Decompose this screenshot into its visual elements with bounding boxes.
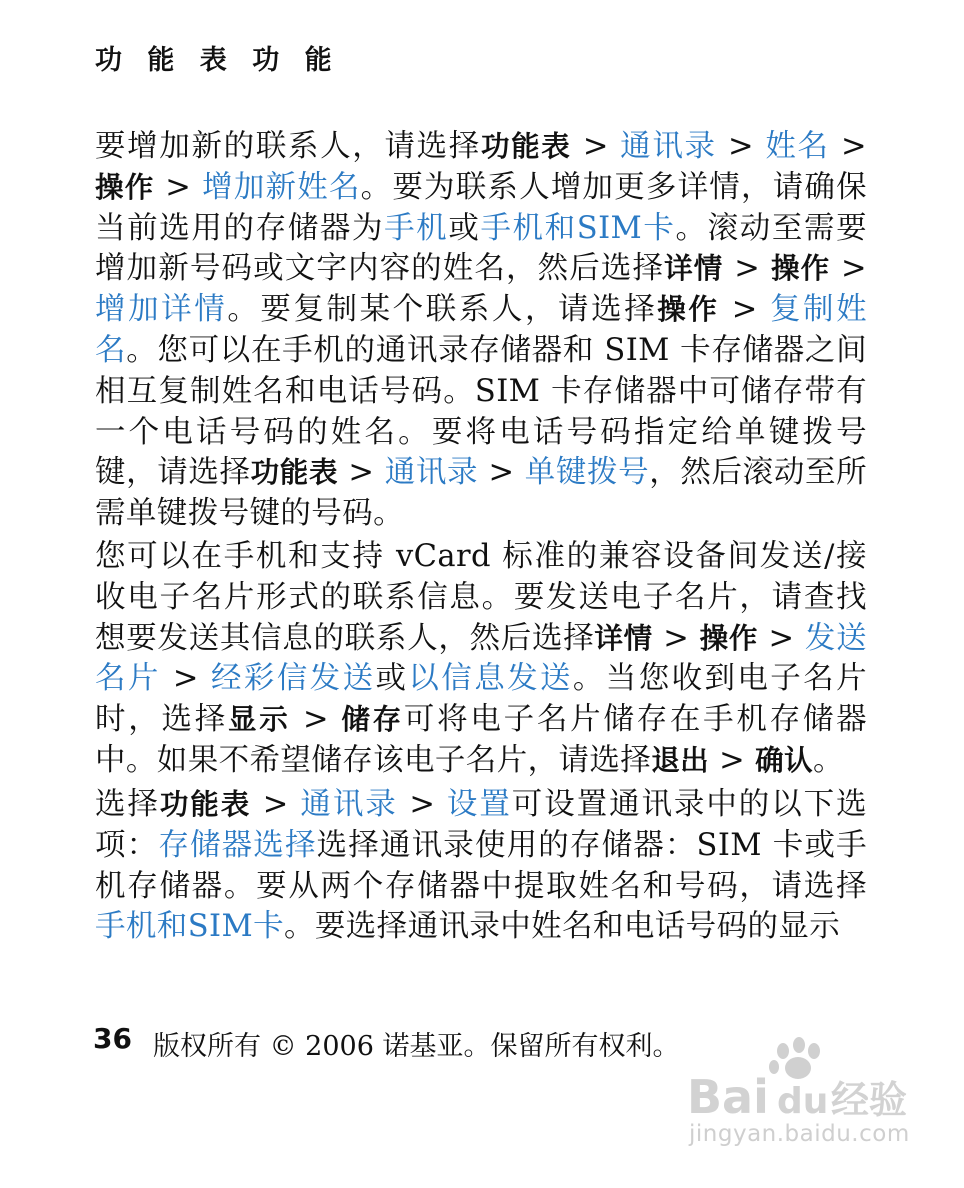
- body-text: 或: [375, 661, 409, 697]
- body-text: 要增加新的联系人，请选择: [95, 129, 481, 164]
- body-text: >: [397, 787, 447, 822]
- menu-term: 功能表: [159, 788, 252, 821]
- menu-term-link: 手机和SIM卡: [480, 210, 676, 246]
- menu-term: 储存: [341, 703, 404, 737]
- menu-term-link: 复制姓名: [95, 292, 868, 368]
- body-text: >: [154, 169, 203, 205]
- menu-term-link: 手机和SIM卡: [95, 909, 284, 945]
- menu-term: 操作: [95, 170, 155, 204]
- menu-term-link: 以信息发送: [408, 661, 573, 697]
- body-text: 。您可以在手机的通讯录存储器和 SIM 卡存储器之间相互复制姓名和电话号码。SIM 卡存储器中可储存带有一个电话号码的姓名。要将电话号码指定给单键拨号键，请选择: [95, 332, 868, 491]
- body-text: >: [160, 661, 211, 697]
- body-text: >: [652, 620, 700, 656]
- menu-term-link: 通讯录: [620, 129, 717, 164]
- menu-term: 操作: [699, 621, 759, 655]
- body-text: 您可以在手机和支持 vCard 标准的兼容设备间发送/接收电子名片形式的联系信息。要发送电子名片，请查找想要发送其信息的联系人，然后选择: [95, 539, 867, 656]
- menu-term: 显示: [228, 703, 291, 737]
- body-text: >: [830, 251, 867, 287]
- menu-term-link: 手机: [384, 210, 449, 246]
- menu-term-link: 通讯录: [384, 455, 479, 491]
- watermark-url: jingyan.baidu.com: [689, 1121, 910, 1147]
- menu-term: 功能表: [480, 130, 572, 163]
- body-text: >: [251, 787, 301, 822]
- body-text: >: [719, 292, 770, 328]
- menu-term-link: 存储器选择: [158, 827, 317, 863]
- body-text: 。滚动至需要增加新号码或文字内容的姓名，然后选择: [95, 210, 867, 287]
- baidu-logo: [683, 1035, 923, 1121]
- menu-term: 详情: [664, 252, 724, 286]
- body-text: 。要选择通讯录中姓名和电话号码的显示: [283, 909, 841, 945]
- body-text: 。: [812, 742, 844, 778]
- menu-term: 确认: [755, 743, 813, 777]
- body-text: 选择通讯录使用的存储器：SIM 卡或手机存储器。要从两个存储器中提取姓名和号码，请选择: [95, 827, 868, 904]
- menu-term-link: 单键拨号: [524, 455, 650, 491]
- menu-term-link: 通讯录: [300, 787, 398, 822]
- body-text: >: [478, 455, 525, 491]
- menu-term-link: 经彩信发送: [210, 661, 376, 697]
- svg-text:Bai: Bai: [687, 1070, 769, 1121]
- svg-text:经验: 经验: [831, 1078, 908, 1121]
- body-text: >: [829, 129, 867, 164]
- body-text: >: [723, 251, 771, 287]
- baidu-jingyan-watermark: [683, 1035, 923, 1155]
- menu-term: 功能表: [250, 456, 339, 490]
- body-text: >: [290, 702, 342, 738]
- page-number: 36: [93, 1022, 132, 1055]
- paragraph-add-contact: [95, 127, 867, 535]
- body-text: 。要复制某个联系人，请选择: [227, 292, 658, 328]
- menu-term-link: 增加新姓名: [202, 169, 361, 205]
- menu-term: 退出: [651, 743, 710, 777]
- body-text: >: [338, 455, 385, 491]
- svg-text:du: du: [777, 1081, 829, 1121]
- paw-icon: [769, 1037, 820, 1079]
- copyright-text: 版权所有 © 2006 诺基亚。保留所有权利。: [153, 1031, 680, 1062]
- body-text: >: [716, 129, 766, 164]
- body-text: 选择: [95, 787, 160, 822]
- body-text: 可将电子名片储存在手机存储器中。如果不希望储存该电子名片，请选择: [95, 702, 867, 778]
- menu-term: 操作: [657, 293, 720, 327]
- body-text: >: [709, 742, 756, 778]
- menu-term-link: 发送名片: [95, 620, 867, 697]
- menu-term-link: 姓名: [765, 129, 830, 164]
- paragraph-contacts-settings: [95, 785, 867, 948]
- menu-term-link: 增加详情: [95, 292, 228, 328]
- body-text: >: [758, 620, 805, 656]
- paragraph-business-card: [95, 537, 867, 782]
- body-text: ，然后滚动至所需单键拨号键的号码。: [95, 455, 867, 532]
- body-text: >: [571, 129, 621, 164]
- body-text: 可设置通讯录中的以下选项：: [95, 787, 867, 863]
- menu-term: 详情: [594, 621, 653, 655]
- menu-term-link: 设置: [446, 787, 512, 822]
- body-text: 。要为联系人增加更多详情，请确保当前选用的存储器为: [95, 169, 867, 246]
- page-header: 功 能 表 功 能: [95, 45, 340, 76]
- body-text: 。当您收到电子名片时，选择: [95, 661, 868, 738]
- menu-term: 操作: [770, 252, 831, 286]
- body-text: 或: [448, 210, 481, 246]
